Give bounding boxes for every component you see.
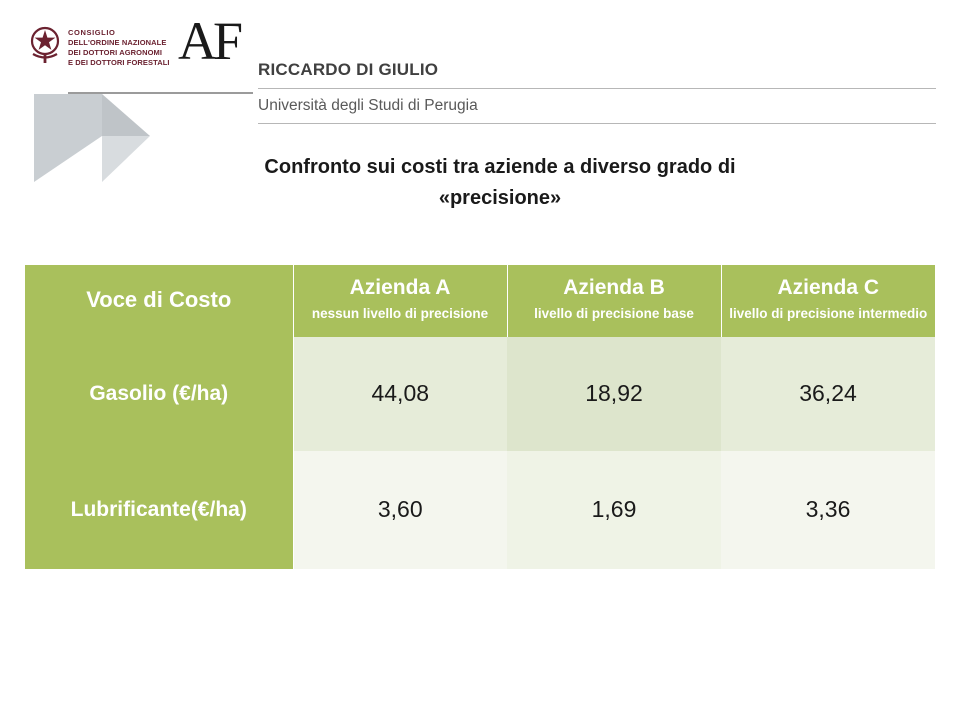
chevron-decoration-icon bbox=[32, 92, 152, 184]
table-row bbox=[25, 337, 935, 451]
header-divider-top bbox=[258, 88, 936, 89]
page-title-line-2: «precisione» bbox=[438, 187, 562, 209]
af-monogram: AF bbox=[178, 11, 240, 71]
conaf-logo-text bbox=[68, 28, 188, 69]
cell-gasolio-azienda-b: 18,92 bbox=[507, 337, 721, 451]
slide-header bbox=[0, 0, 960, 140]
cell-lubrificante-azienda-c: 3,36 bbox=[721, 451, 935, 569]
table-header-cell-azienda-b bbox=[507, 265, 721, 337]
table-header-cell-voce bbox=[25, 265, 293, 337]
row-label-lubrificante: Lubrificante(€/ha) bbox=[25, 451, 293, 569]
cell-lubrificante-azienda-a: 3,60 bbox=[293, 451, 507, 569]
cell-gasolio-azienda-c: 36,24 bbox=[721, 337, 935, 451]
page-title bbox=[150, 152, 850, 214]
author-name: RICCARDO DI GIULIO bbox=[258, 60, 439, 79]
header-sub-azienda-c: livello di precisione intermedio bbox=[729, 306, 928, 322]
conaf-line-4: E DEI DOTTORI FORESTALI bbox=[68, 58, 170, 68]
header-title-voce: Voce di Costo bbox=[86, 287, 232, 312]
cell-lubrificante-azienda-b: 1,69 bbox=[507, 451, 721, 569]
conaf-logo bbox=[28, 11, 240, 95]
cost-comparison-table-wrapper bbox=[25, 265, 935, 569]
table-row bbox=[25, 451, 935, 569]
header-title-azienda-c: Azienda C bbox=[777, 276, 879, 299]
affiliation: Università degli Studi di Perugia bbox=[258, 97, 478, 114]
header-sub-azienda-a: nessun livello di precisione bbox=[311, 306, 489, 322]
conaf-line-1: CONSIGLIO bbox=[68, 28, 116, 37]
page-title-line-1: Confronto sui costi tra aziende a diverso grado di bbox=[264, 156, 736, 178]
table-header-cell-azienda-a bbox=[293, 265, 507, 337]
table-header-row bbox=[25, 265, 935, 337]
table-header-cell-azienda-c bbox=[721, 265, 935, 337]
header-sub-azienda-b: livello di precisione base bbox=[534, 306, 694, 322]
cell-gasolio-azienda-a: 44,08 bbox=[293, 337, 507, 451]
cost-comparison-table bbox=[25, 265, 935, 569]
header-title-azienda-a: Azienda A bbox=[349, 276, 451, 299]
header-divider-bottom bbox=[258, 123, 936, 124]
italian-republic-emblem-icon bbox=[28, 24, 62, 64]
conaf-line-3: DEI DOTTORI AGRONOMI bbox=[68, 48, 163, 58]
row-label-gasolio: Gasolio (€/ha) bbox=[25, 337, 293, 451]
header-title-azienda-b: Azienda B bbox=[563, 276, 665, 299]
conaf-line-2: DELL'ORDINE NAZIONALE bbox=[68, 38, 167, 48]
